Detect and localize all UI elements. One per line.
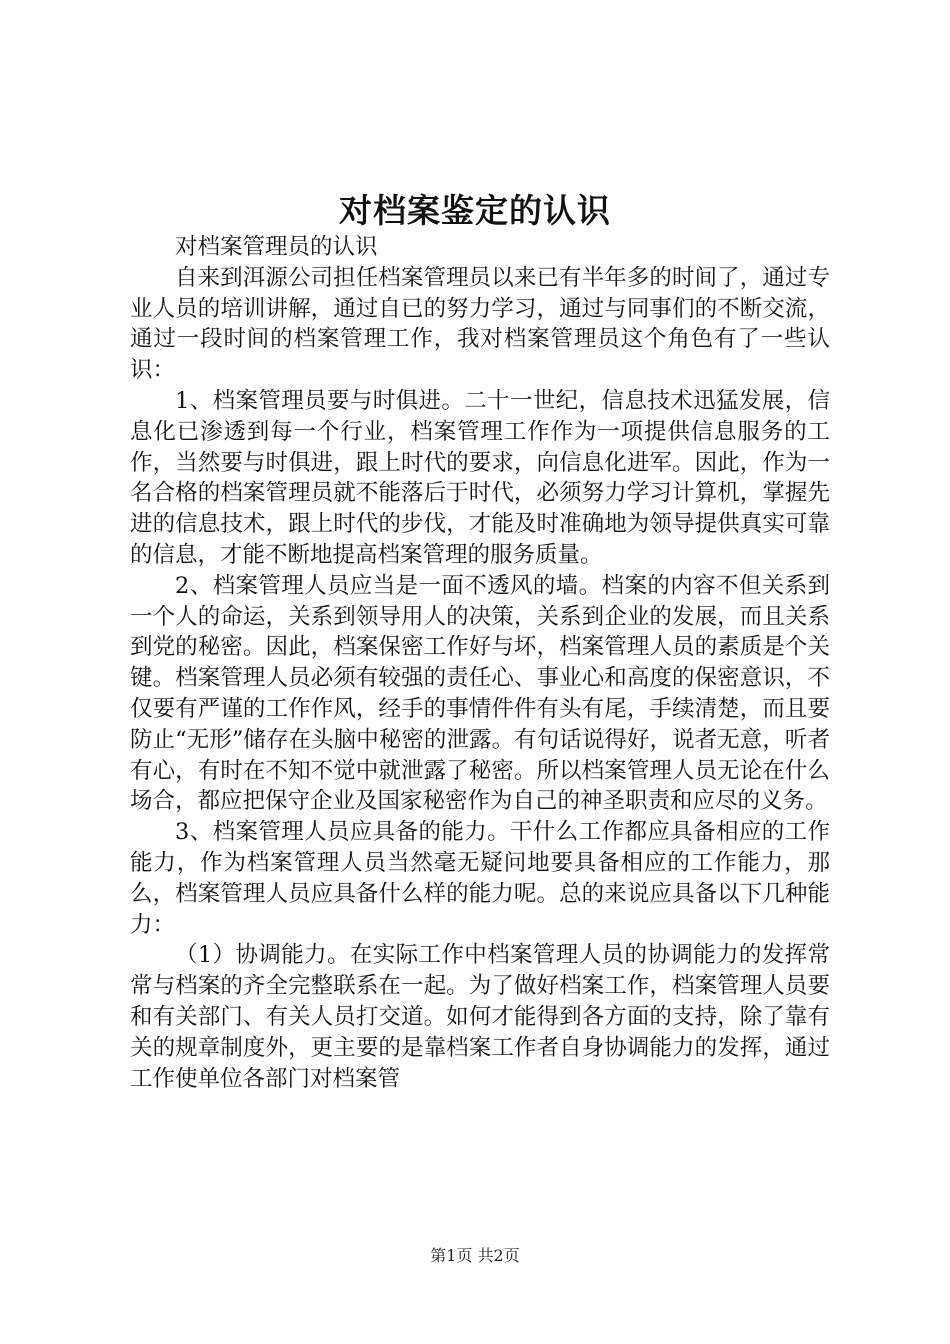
paragraph-point-1: 1、档案管理员要与时俱进。二十一世纪，信息技术迅猛发展，信息化已渗透到每一个行业，档案管理工作作为一项提供信息服务的工作，当然要与时俱进，跟上时代的要求，向信息化进军。因此，作为一名合格的档案管理员就不能落后于时代，必须努力学习计算机，掌握先进的信息技术，跟上时代的步伐，才能及时准确地为领导提供真实可靠的信息，才能不断地提高档案管理的服务质量。 bbox=[130, 387, 830, 568]
paragraph-point-2: 2、档案管理人员应当是一面不透风的墙。档案的内容不但关系到一个人的命运，关系到领导用人的决策，关系到企业的发展，而且关系到党的秘密。因此，档案保密工作好与坏，档案管理人员的素质是个关键。档案管理人员必须有较强的责任心、事业心和高度的保密意识，不仅要有严谨的工作作风，经手的事情件件有头有尾，手续清楚，而且要防止“无形”储存在头脑中秘密的泄露。有句话说得好，说者无意，听者有心，有时在不知不觉中就泄露了秘密。所以档案管理人员无论在什么场合，都应把保守企业及国家秘密作为自己的神圣职责和应尽的义务。 bbox=[130, 572, 830, 815]
paragraph-intro: 自来到洱源公司担任档案管理员以来已有半年多的时间了，通过专业人员的培训讲解，通过自已的努力学习，通过与同事们的不断交流，通过一段时间的档案管理工作，我对档案管理员这个角色有了一些认识： bbox=[130, 264, 830, 384]
document-title: 对档案鉴定的认识 bbox=[339, 191, 611, 230]
document-body bbox=[130, 232, 830, 1094]
paragraph-subtitle: 对档案管理员的认识 bbox=[175, 234, 378, 260]
paragraph-subpoint-1: （1）协调能力。在实际工作中档案管理人员的协调能力的发挥常常与档案的齐全完整联系在一起。为了做好档案工作，档案管理人员要和有关部门、有关人员打交道。如何才能得到各方面的支持，除了靠有关的规章制度外，更主要的是靠档案工作者自身协调能力的发挥，通过工作使单位各部门对档案管 bbox=[130, 942, 830, 1092]
page-number-footer: 第1页 共2页 bbox=[430, 1246, 520, 1265]
paragraph-point-3: 3、档案管理人员应具备的能力。干什么工作都应具备相应的工作能力，作为档案管理人员当然毫无疑问地要具备相应的工作能力，那么，档案管理人员应具备什么样的能力呢。总的来说应具备以下几种能力： bbox=[130, 819, 830, 938]
